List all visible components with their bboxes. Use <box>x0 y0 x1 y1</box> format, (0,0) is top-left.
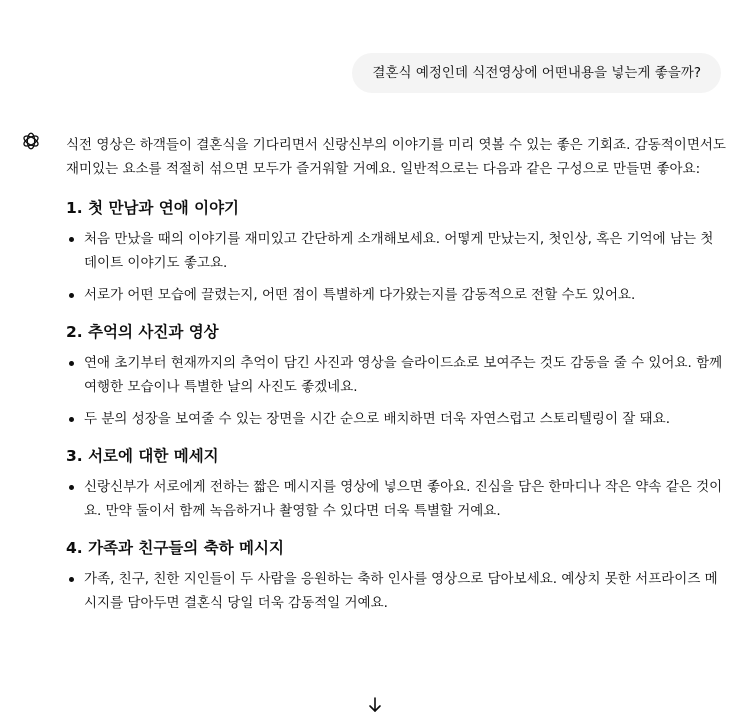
user-message-bubble: 결혼식 예정인데 식전영상에 어떤내용을 넣는게 좋을까? <box>352 53 721 93</box>
list-item: 처음 만났을 때의 이야기를 재미있고 간단하게 소개해보세요. 어떻게 만났는지, 첫인상, 혹은 기억에 남는 첫 데이트 이야기도 좋고요. <box>66 227 726 275</box>
list-item: 서로가 어떤 모습에 끌렸는지, 어떤 점이 특별하게 다가왔는지를 감동적으로 전할 수도 있어요. <box>66 283 726 307</box>
bullet-list <box>66 227 726 307</box>
bullet-list <box>66 351 726 431</box>
section-title: 2. 추억의 사진과 영상 <box>66 323 219 341</box>
section-title: 4. 가족과 친구들의 축하 메시지 <box>66 539 284 557</box>
list-item: 신랑신부가 서로에게 전하는 짧은 메시지를 영상에 넣으면 좋아요. 진심을 담은 한마디나 작은 약속 같은 것이요. 만약 둘이서 함께 녹음하거나 촬영할 수 있다면 더욱 특별할 거예요. <box>66 475 726 523</box>
openai-logo-icon <box>20 130 42 152</box>
arrow-down-icon <box>368 697 382 713</box>
bullet-list <box>66 567 726 615</box>
scroll-to-bottom-button[interactable] <box>360 690 390 720</box>
list-item: 가족, 친구, 친한 지인들이 두 사람을 응원하는 축하 인사를 영상으로 담아보세요. 예상치 못한 서프라이즈 메시지를 담아두면 결혼식 당일 더욱 감동적일 거예요. <box>66 567 726 615</box>
section-title: 3. 서로에 대한 메세지 <box>66 447 219 465</box>
section-title: 1. 첫 만남과 연애 이야기 <box>66 199 240 217</box>
assistant-intro: 식전 영상은 하객들이 결혼식을 기다리면서 신랑신부의 이야기를 미리 엿볼 수 있는 좋은 기회죠. 감동적이면서도 재미있는 요소를 적절히 섞으면 모두가 즐거워할 거예요. 일반적으로는 다음과 같은 구성으로 만들면 좋아요: <box>66 137 726 177</box>
list-item: 연애 초기부터 현재까지의 추억이 담긴 사진과 영상을 슬라이드쇼로 보여주는 것도 감동을 줄 수 있어요. 함께 여행한 모습이나 특별한 날의 사진도 좋겠네요. <box>66 351 726 399</box>
bullet-list <box>66 475 726 523</box>
list-item: 두 분의 성장을 보여줄 수 있는 장면을 시간 순으로 배치하면 더욱 자연스럽고 스토리텔링이 잘 돼요. <box>66 407 726 431</box>
assistant-message <box>66 133 726 627</box>
user-message-row <box>352 53 721 93</box>
